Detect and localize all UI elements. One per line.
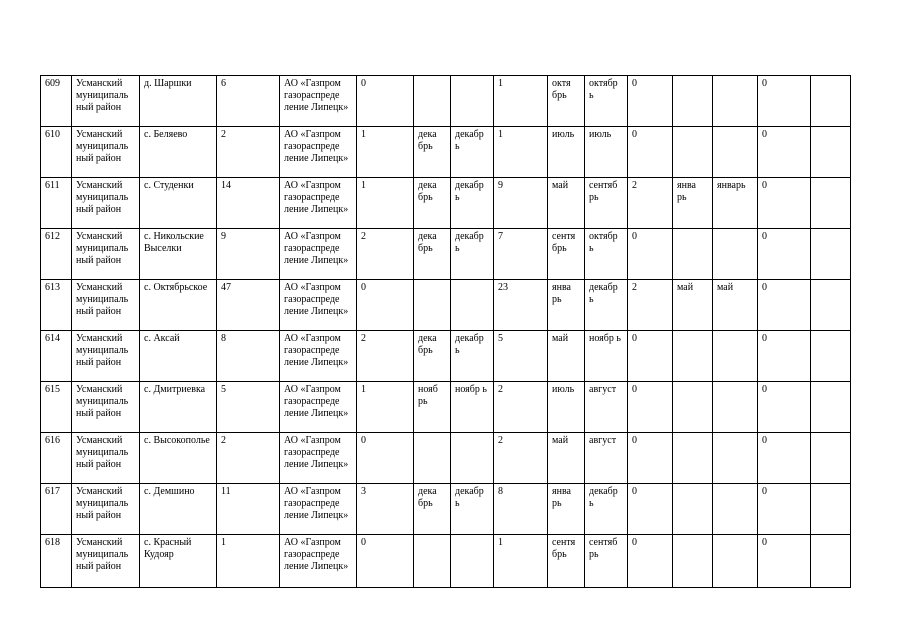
count-col-2-cell: 1 (494, 127, 548, 178)
month-col-4-cell: октябр ь (585, 76, 628, 127)
count-col-4-cell: 0 (758, 484, 811, 535)
month-col-2-cell (451, 433, 494, 484)
month-col-5-cell (673, 382, 713, 433)
count-col-4-cell: 0 (758, 331, 811, 382)
settlement-cell: с. Демшино (140, 484, 217, 535)
count-col-1-cell: 2 (357, 229, 414, 280)
month-col-3-cell: октя брь (548, 76, 585, 127)
month-col-3-cell: янва рь (548, 280, 585, 331)
month-col-1-cell: дека брь (414, 484, 451, 535)
month-col-2-cell: декабр ь (451, 229, 494, 280)
settlement-cell: с. Беляево (140, 127, 217, 178)
row-number-cell: 618 (41, 535, 72, 588)
month-col-5-cell (673, 535, 713, 588)
table-row (41, 331, 851, 382)
month-col-4-cell: ноябр ь (585, 331, 628, 382)
month-col-1-cell: дека брь (414, 178, 451, 229)
month-col-6-cell (713, 127, 758, 178)
count-col-1-cell: 1 (357, 178, 414, 229)
count-col-4-cell: 0 (758, 535, 811, 588)
count-col-2-cell: 2 (494, 382, 548, 433)
month-col-5-cell (673, 229, 713, 280)
row-number-cell: 617 (41, 484, 72, 535)
table-row (41, 535, 851, 588)
month-col-4-cell: сентяб рь (585, 178, 628, 229)
month-col-6-cell: май (713, 280, 758, 331)
row-number-cell: 614 (41, 331, 72, 382)
month-col-2-cell (451, 76, 494, 127)
month-col-6-cell (713, 229, 758, 280)
count-col-3-cell: 0 (628, 382, 673, 433)
month-col-3-cell: май (548, 178, 585, 229)
month-col-1-cell: нояб рь (414, 382, 451, 433)
organization-cell: АО «Газпром газораспреде ление Липецк» (280, 229, 357, 280)
district-cell: Усманский муниципаль ный район (72, 433, 140, 484)
count-col-2-cell: 2 (494, 433, 548, 484)
count-col-4-cell: 0 (758, 127, 811, 178)
month-col-3-cell: янва рь (548, 484, 585, 535)
count-col-2-cell: 9 (494, 178, 548, 229)
organization-cell: АО «Газпром газораспреде ление Липецк» (280, 484, 357, 535)
month-col-1-cell: дека брь (414, 127, 451, 178)
extra-col-1-cell (811, 484, 851, 535)
organization-cell: АО «Газпром газораспреде ление Липецк» (280, 331, 357, 382)
settlement-cell: д. Шаршки (140, 76, 217, 127)
month-col-3-cell: июль (548, 127, 585, 178)
organization-cell: АО «Газпром газораспреде ление Липецк» (280, 178, 357, 229)
row-number-cell: 610 (41, 127, 72, 178)
extra-col-1-cell (811, 280, 851, 331)
month-col-4-cell: октябр ь (585, 229, 628, 280)
extra-col-1-cell (811, 382, 851, 433)
month-col-1-cell (414, 280, 451, 331)
month-col-6-cell (713, 382, 758, 433)
month-col-1-cell (414, 535, 451, 588)
month-col-4-cell: август (585, 433, 628, 484)
count-col-3-cell: 2 (628, 178, 673, 229)
month-col-2-cell (451, 280, 494, 331)
month-col-1-cell: дека брь (414, 229, 451, 280)
count-col-1-cell: 0 (357, 76, 414, 127)
count-col-1-cell: 1 (357, 382, 414, 433)
district-cell: Усманский муниципаль ный район (72, 382, 140, 433)
district-cell: Усманский муниципаль ный район (72, 331, 140, 382)
month-col-6-cell: январь (713, 178, 758, 229)
row-number-cell: 613 (41, 280, 72, 331)
extra-col-1-cell (811, 178, 851, 229)
month-col-3-cell: май (548, 433, 585, 484)
schedule-table (40, 75, 851, 588)
month-col-1-cell (414, 76, 451, 127)
count-col-2-cell: 23 (494, 280, 548, 331)
organization-cell: АО «Газпром газораспреде ление Липецк» (280, 382, 357, 433)
count-col-3-cell: 2 (628, 280, 673, 331)
count-col-3-cell: 0 (628, 331, 673, 382)
count-cell: 8 (217, 331, 280, 382)
count-col-1-cell: 2 (357, 331, 414, 382)
count-col-4-cell: 0 (758, 280, 811, 331)
row-number-cell: 611 (41, 178, 72, 229)
count-col-4-cell: 0 (758, 229, 811, 280)
count-col-2-cell: 1 (494, 535, 548, 588)
table-row (41, 280, 851, 331)
month-col-5-cell: янва рь (673, 178, 713, 229)
count-cell: 11 (217, 484, 280, 535)
count-col-2-cell: 1 (494, 76, 548, 127)
extra-col-1-cell (811, 331, 851, 382)
month-col-6-cell (713, 433, 758, 484)
row-number-cell: 612 (41, 229, 72, 280)
count-cell: 9 (217, 229, 280, 280)
month-col-6-cell (713, 76, 758, 127)
count-cell: 5 (217, 382, 280, 433)
table-row (41, 76, 851, 127)
month-col-5-cell: май (673, 280, 713, 331)
count-cell: 2 (217, 127, 280, 178)
district-cell: Усманский муниципаль ный район (72, 127, 140, 178)
district-cell: Усманский муниципаль ный район (72, 484, 140, 535)
settlement-cell: с. Октябрьское (140, 280, 217, 331)
month-col-2-cell: декабр ь (451, 484, 494, 535)
count-col-1-cell: 0 (357, 433, 414, 484)
count-col-1-cell: 0 (357, 535, 414, 588)
count-cell: 2 (217, 433, 280, 484)
month-col-5-cell (673, 433, 713, 484)
month-col-6-cell (713, 484, 758, 535)
extra-col-1-cell (811, 433, 851, 484)
table-row (41, 382, 851, 433)
month-col-3-cell: май (548, 331, 585, 382)
month-col-6-cell (713, 331, 758, 382)
count-col-3-cell: 0 (628, 229, 673, 280)
count-col-4-cell: 0 (758, 433, 811, 484)
count-col-4-cell: 0 (758, 178, 811, 229)
month-col-4-cell: сентяб рь (585, 535, 628, 588)
table-row (41, 178, 851, 229)
table-row (41, 127, 851, 178)
district-cell: Усманский муниципаль ный район (72, 178, 140, 229)
month-col-2-cell: ноябр ь (451, 382, 494, 433)
count-cell: 47 (217, 280, 280, 331)
extra-col-1-cell (811, 229, 851, 280)
settlement-cell: с. Аксай (140, 331, 217, 382)
count-col-3-cell: 0 (628, 535, 673, 588)
month-col-5-cell (673, 331, 713, 382)
month-col-2-cell: декабр ь (451, 127, 494, 178)
settlement-cell: с. Высокополье (140, 433, 217, 484)
settlement-cell: с. Дмитриевка (140, 382, 217, 433)
extra-col-1-cell (811, 76, 851, 127)
month-col-1-cell: дека брь (414, 331, 451, 382)
settlement-cell: с. Студенки (140, 178, 217, 229)
month-col-4-cell: июль (585, 127, 628, 178)
district-cell: Усманский муниципаль ный район (72, 229, 140, 280)
row-number-cell: 609 (41, 76, 72, 127)
count-col-2-cell: 7 (494, 229, 548, 280)
organization-cell: АО «Газпром газораспреде ление Липецк» (280, 535, 357, 588)
month-col-6-cell (713, 535, 758, 588)
settlement-cell: с. Красный Кудояр (140, 535, 217, 588)
count-col-3-cell: 0 (628, 127, 673, 178)
count-col-3-cell: 0 (628, 76, 673, 127)
count-col-3-cell: 0 (628, 484, 673, 535)
month-col-5-cell (673, 127, 713, 178)
organization-cell: АО «Газпром газораспреде ление Липецк» (280, 280, 357, 331)
count-col-4-cell: 0 (758, 382, 811, 433)
count-col-1-cell: 1 (357, 127, 414, 178)
district-cell: Усманский муниципаль ный район (72, 280, 140, 331)
row-number-cell: 615 (41, 382, 72, 433)
month-col-2-cell: декабр ь (451, 178, 494, 229)
count-col-1-cell: 0 (357, 280, 414, 331)
count-cell: 14 (217, 178, 280, 229)
organization-cell: АО «Газпром газораспреде ление Липецк» (280, 76, 357, 127)
row-number-cell: 616 (41, 433, 72, 484)
extra-col-1-cell (811, 127, 851, 178)
table-row (41, 433, 851, 484)
settlement-cell: с. Никольские Выселки (140, 229, 217, 280)
month-col-3-cell: сентя брь (548, 535, 585, 588)
month-col-4-cell: август (585, 382, 628, 433)
organization-cell: АО «Газпром газораспреде ление Липецк» (280, 127, 357, 178)
month-col-4-cell: декабр ь (585, 484, 628, 535)
month-col-1-cell (414, 433, 451, 484)
table-row (41, 484, 851, 535)
month-col-4-cell: декабр ь (585, 280, 628, 331)
count-col-1-cell: 3 (357, 484, 414, 535)
district-cell: Усманский муниципаль ный район (72, 535, 140, 588)
organization-cell: АО «Газпром газораспреде ление Липецк» (280, 433, 357, 484)
count-col-3-cell: 0 (628, 433, 673, 484)
count-cell: 1 (217, 535, 280, 588)
month-col-3-cell: июль (548, 382, 585, 433)
table-row (41, 229, 851, 280)
count-col-4-cell: 0 (758, 76, 811, 127)
month-col-2-cell: декабр ь (451, 331, 494, 382)
month-col-5-cell (673, 484, 713, 535)
count-cell: 6 (217, 76, 280, 127)
count-col-2-cell: 8 (494, 484, 548, 535)
month-col-5-cell (673, 76, 713, 127)
count-col-2-cell: 5 (494, 331, 548, 382)
month-col-2-cell (451, 535, 494, 588)
table-body (41, 76, 851, 588)
extra-col-1-cell (811, 535, 851, 588)
district-cell: Усманский муниципаль ный район (72, 76, 140, 127)
month-col-3-cell: сентя брь (548, 229, 585, 280)
